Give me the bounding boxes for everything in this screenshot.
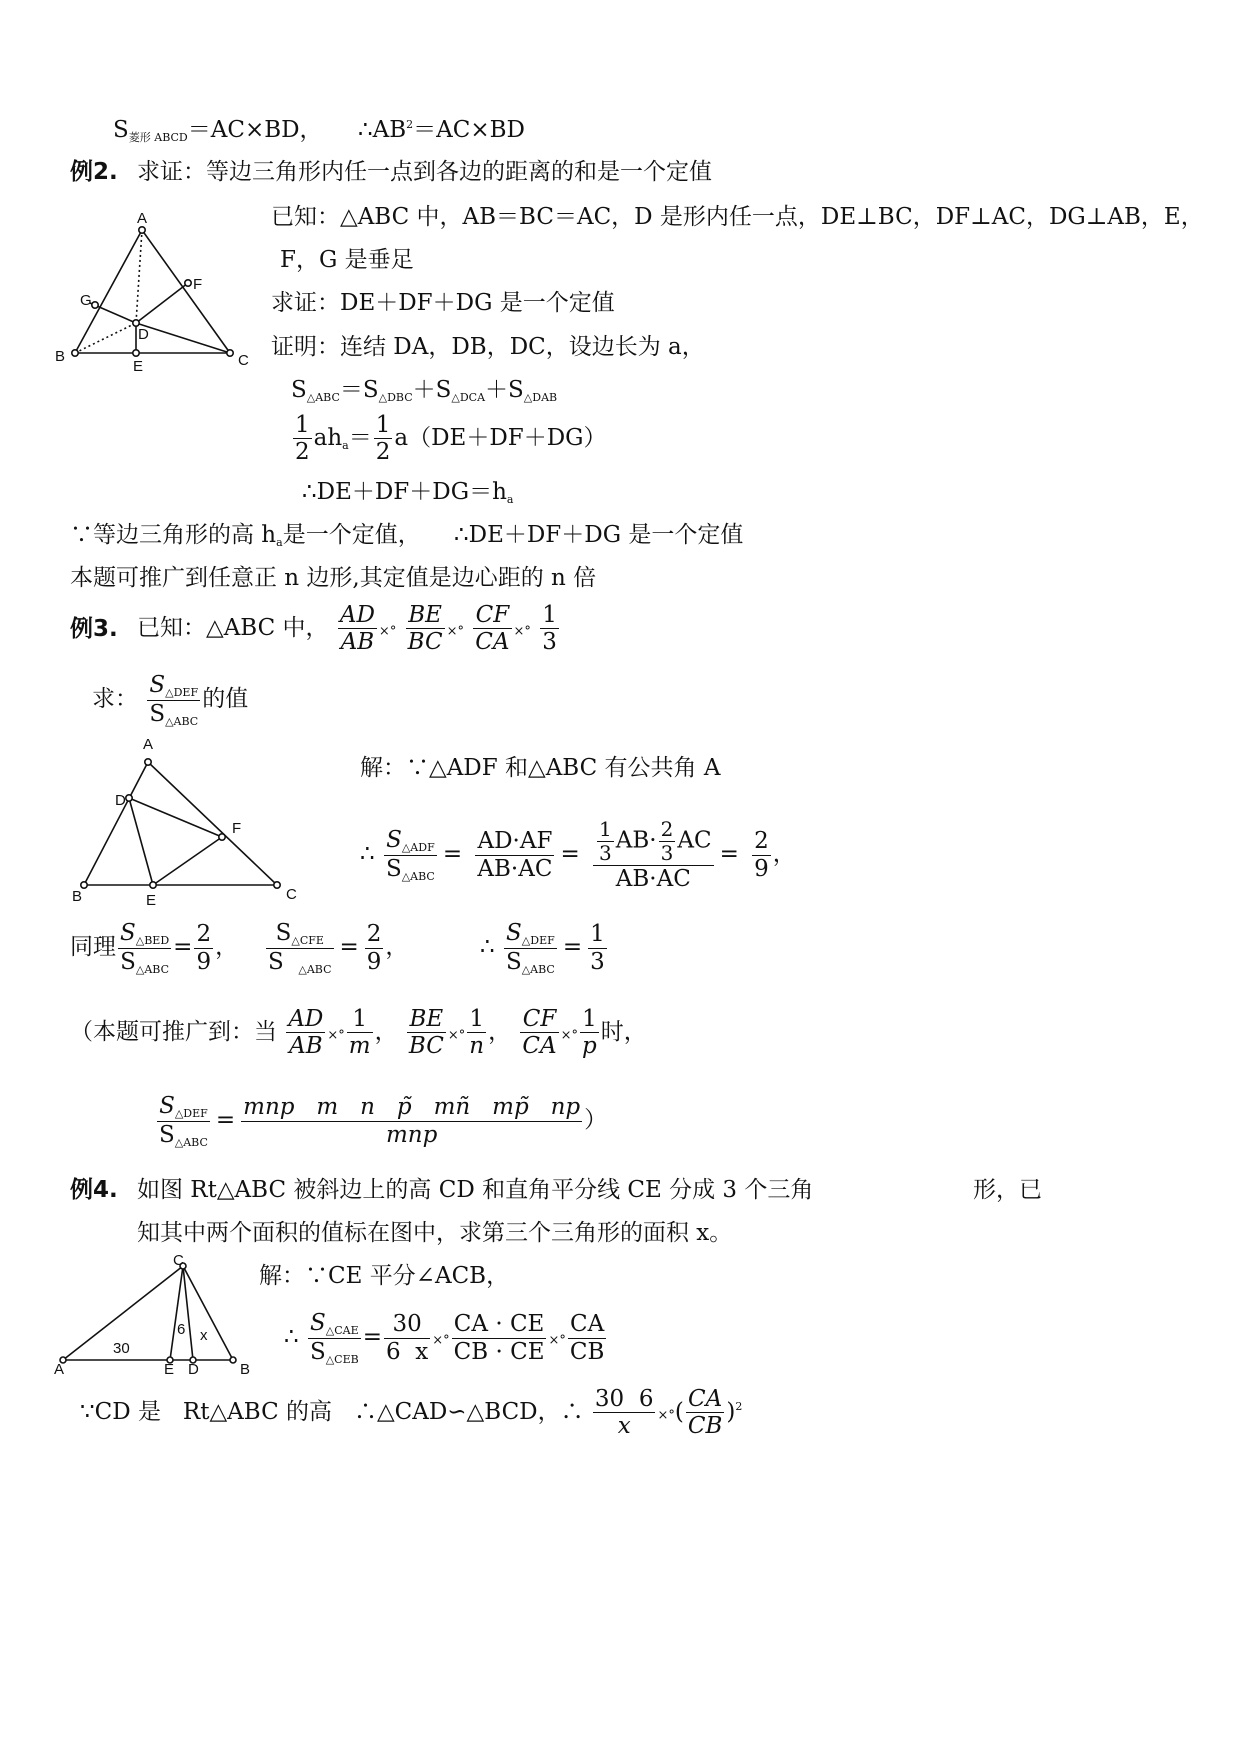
rhombus-area-formula: $S_{菱形 ABCD}=AC\times BD$，	[113, 117, 323, 144]
fig3-label-c: C	[286, 886, 297, 903]
fig2-label-b: B	[55, 348, 66, 365]
example-2-title: 求证：等边三角形内任一点到各边的距离的和是一个定值	[137, 159, 712, 185]
fig4-label-e: E	[164, 1361, 175, 1378]
fig3-label-e: E	[146, 892, 157, 909]
example-3-given: 已知：△ABC 中， $\frac{AD}{AB}$ ×° $\frac{BE}{BC}$ ×° $\frac{CF}{CA}$ ×° $\frac{1}{3}$	[137, 602, 557, 656]
example-3-find: 求： $\frac{S_{\triangle DEF}}{S_{\triangle ABC}}$ 的值	[92, 672, 249, 728]
fig4-label-b: B	[240, 1361, 251, 1378]
example-2-figure	[50, 205, 260, 380]
fig3-label-d: D	[115, 792, 126, 809]
example-4-figure	[48, 1253, 263, 1378]
similarly-bed: 同理 $\frac{S_{\triangle BED}}{S_{\triangle ABC}}$ = $\frac{2}{9}$ ，	[70, 920, 239, 976]
angle-bisector-ratio: ∴ $\frac{S_{\triangle CAE}}{S_{\triangle CEB}}$ = $\frac{30}{6 x}$ ×° $\frac{CA \cdot CE}{CB \cdot CE}$ ×° $\frac{CA}{CB}$	[284, 1310, 605, 1366]
fig3-label-f: F	[232, 820, 242, 837]
conclusion-constant: ∴DE＋DF＋DG 是一个定值	[454, 522, 744, 548]
example-3-figure	[62, 735, 312, 913]
fig4-value-30: 30	[113, 1340, 130, 1357]
example-2-given-line-2: F，G 是垂足	[280, 247, 414, 273]
example-3-label: 例3.	[70, 616, 118, 642]
generalization-note: 本题可推广到任意正 n 边形,其定值是边心距的 n 倍	[70, 565, 597, 591]
similarly-cfe: $\frac{S_{\triangle CFE}}{S _{\triangle ABC}}$ = $\frac{2}{9}$ ，	[268, 920, 409, 976]
example-4-solution-start: 解：∵CE 平分∠ACB，	[259, 1263, 510, 1289]
half-area-equation: $\frac{1}{2}$ $ah_a=$ $\frac{1}{2}$ a（DE＋DF＋DG）	[295, 412, 607, 466]
fig2-label-e: E	[133, 358, 144, 375]
adf-ratio-equation: ∴ $\frac{S_{\triangle ADF}}{S_{\triangle ABC}}$ = $\frac{AD\cdot AF}{AB\cdot AC}$ = $\frac{1}{3}$ AB· $\frac{2}{3}$ AC AB·AC = $\frac{2}{9}$ ，	[360, 817, 796, 892]
fig2-label-f: F	[193, 276, 203, 293]
fig4-value-6: 6	[177, 1321, 186, 1338]
example-4-label: 例4.	[70, 1177, 118, 1203]
fig4-value-x: x	[200, 1327, 208, 1344]
example-2-given-line-1: 已知：△ABC 中，AB＝BC＝AC，D 是形内任一点，DE⊥BC，DF⊥AC，DG⊥AB，E，	[271, 204, 1204, 230]
ab-squared-formula: $\therefore AB^2=AC\times BD$	[358, 117, 525, 143]
fig4-label-c: C	[173, 1253, 184, 1269]
fig2-label-c: C	[238, 352, 249, 369]
example-4-text-line-2: 知其中两个面积的值标在图中，求第三个三角形的面积 x。	[137, 1220, 733, 1246]
fig4-label-a: A	[54, 1361, 65, 1378]
example-2-prove: 求证：DE＋DF＋DG 是一个定值	[271, 290, 615, 316]
fig2-label-a: A	[137, 210, 148, 227]
fig2-label-d: D	[138, 326, 149, 343]
example-3-generalization: （本题可推广到：当 $\frac{AD}{AB}$ ×° $\frac{1}{m}$ ， $\frac{BE}{BC}$ ×° $\frac{1}{n}$ ， $\frac{CF}{CA}$ ×° $\frac{1}{p}$ 时，	[70, 1006, 647, 1060]
distance-sum-result: $\therefore DE+DF+DG=h_a$	[302, 479, 514, 506]
similar-triangles-equation: ∵CD 是 Rt△ABC 的高 ∴△CAD∽△BCD，∴ $\frac{30 6}{x}$ ×°( $\frac{CA}{CB}$ )$^2$	[80, 1386, 743, 1440]
fig3-label-a: A	[143, 736, 154, 753]
example-4-text-line-1: 如图 Rt△ABC 被斜边上的高 CD 和直角平分线 CE 分成 3 个三角	[137, 1177, 814, 1203]
fig4-label-d: D	[188, 1361, 199, 1378]
height-is-constant: ∵等边三角形的高 $h_a$是一个定值，	[70, 522, 421, 549]
def-area-result: ∴ $\frac{S_{\triangle DEF}}{S_{\triangle ABC}}$ = $\frac{1}{3}$	[480, 920, 605, 976]
general-area-formula: $\frac{S_{\triangle DEF}}{S_{\triangle ABC}}$ = $\frac{\text{mnp m n p̃ mñ mp̃ np}}{\text{mnp}}$ ）	[159, 1093, 608, 1149]
fig3-label-b: B	[72, 888, 83, 905]
example-4-text-line-1-end: 形，已	[973, 1177, 1042, 1203]
example-3-solution-start: 解：∵△ADF 和△ABC 有公共角 A	[360, 755, 721, 781]
fig2-label-g: G	[80, 292, 92, 309]
example-2-proof-start: 证明：连结 DA，DB，DC，设边长为 a，	[271, 334, 705, 360]
example-2-label: 例2.	[70, 159, 118, 185]
area-sum-equation: $S_{\triangle ABC}=S_{\triangle DBC}+S_{\triangle DCA}+S_{\triangle DAB}$	[291, 377, 558, 404]
